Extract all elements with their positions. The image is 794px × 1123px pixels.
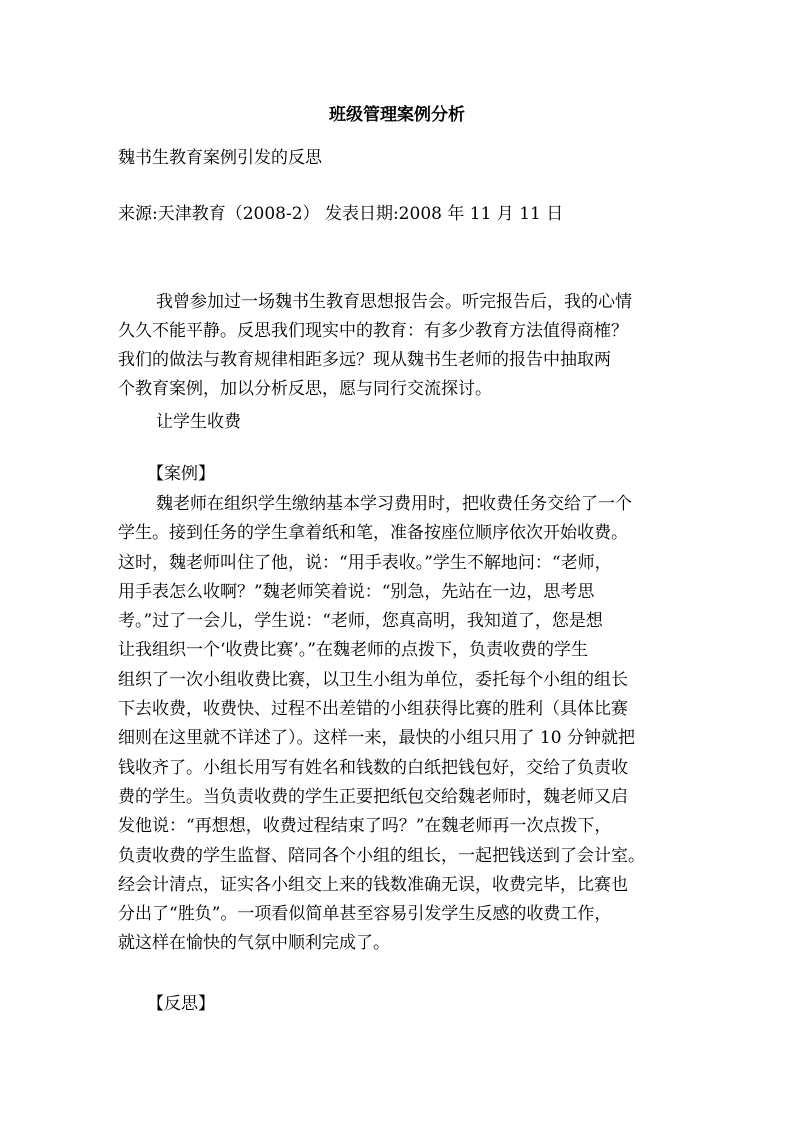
case-line: 考。”过了一会儿，学生说：“老师，您真高明，我知道了，您是想 — [118, 611, 603, 632]
document-title: 班级管理案例分析 — [329, 105, 465, 125]
case-line: 学生。接到任务的学生拿着纸和笔，准备按座位顺序依次开始收费。 — [118, 523, 628, 544]
case-line: 让我组织一个‘收费比赛’。”在魏老师的点拨下，负责收费的学生 — [118, 640, 588, 661]
intro-line: 我们的做法与教育规律相距多远？现从魏书生老师的报告中抽取两 — [118, 350, 611, 370]
reflection-heading: 【反思】 — [147, 994, 215, 1014]
case-line: 经会计清点，证实各小组交上来的钱数准确无误，收费完毕，比赛也 — [118, 874, 628, 895]
case-line: 这时，魏老师叫住了他，说：“用手表收。”学生不解地问：“老师， — [118, 552, 612, 573]
document-subtitle: 魏书生教育案例引发的反思 — [118, 148, 322, 168]
case-paragraph — [118, 490, 698, 959]
intro-line: 个教育案例，加以分析反思，愿与同行交流探讨。 — [118, 379, 492, 399]
section-heading: 让学生收费 — [156, 412, 241, 432]
source-line: 来源:天津教育（2008-2） 发表日期:2008 年 11 月 11 日 — [118, 204, 564, 224]
case-line: 用手表怎么收啊？”魏老师笑着说：“别急，先站在一边，思考思 — [118, 581, 595, 602]
case-heading: 【案例】 — [147, 464, 215, 484]
case-line: 魏老师在组织学生缴纳基本学习费用时，把收费任务交给了一个 — [156, 494, 632, 514]
intro-line: 我曾参加过一场魏书生教育思想报告会。听完报告后，我的心情 — [156, 292, 632, 312]
case-line: 费的学生。当负责收费的学生正要把纸包交给魏老师时，魏老师又启 — [118, 786, 628, 807]
case-line: 就这样在愉快的气氛中顺利完成了。 — [118, 933, 390, 954]
case-line: 钱收齐了。小组长用写有姓名和钱数的白纸把钱包好，交给了负责收 — [118, 757, 628, 778]
case-line: 细则在这里就不详述了）。这样一来，最快的小组只用了 10 分钟就把 — [118, 728, 635, 749]
intro-paragraph — [118, 288, 688, 404]
case-line: 下去收费，收费快、过程不出差错的小组获得比赛的胜利（具体比赛 — [118, 699, 628, 720]
case-line: 发他说：“再想想，收费过程结束了吗？”在魏老师再一次点拨下， — [118, 816, 612, 837]
case-line: 组织了一次小组收费比赛，以卫生小组为单位，委托每个小组的组长 — [118, 669, 628, 690]
case-line: 分出了“胜负”。一项看似简单甚至容易引发学生反感的收费工作， — [118, 904, 612, 925]
case-line: 负责收费的学生监督、陪同各个小组的组长，一起把钱送到了会计室。 — [118, 845, 645, 866]
intro-line: 久久不能平静。反思我们现实中的教育：有多少教育方法值得商榷？ — [118, 321, 628, 341]
